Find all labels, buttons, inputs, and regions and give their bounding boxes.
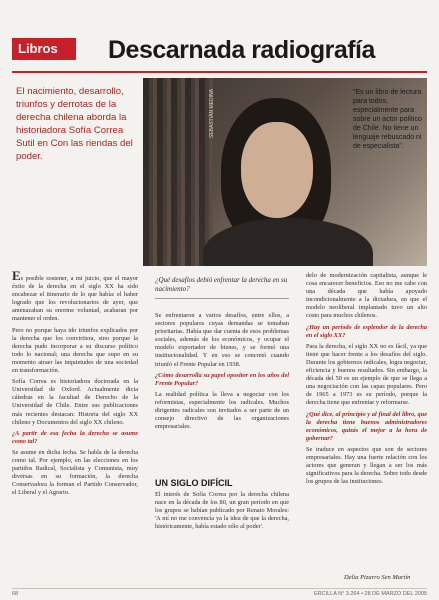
paragraph: El interés de Sofía Correa por la derecha chilena nace en la década de los 80, un gran período en que los grupos se habían publicado por Renato Morales: 'A mí no me convencía ya la idea de que la derecha, históricamente, había estado sólo al poder'. (155, 491, 289, 531)
interview-question: ¿Qué dice, al principio y al final del libro, que la derecha tiene buenos administradores económicos, quizás el mejor a la hora de gobernar? (306, 410, 427, 442)
column-1 (12, 268, 138, 500)
paragraph: delo de modernización capitalista, aunque le cosa encarecer beneficios. Eso no me cabe con una década que había apoyado incondicionalmente a la dictadura, en que el modelo neoliberal implantado tuvo un alto costo para muchos chilenos. (306, 272, 427, 320)
photo-caption: ¿Qué desafíos debió enfrentar la derecha en su nacimiento? (155, 276, 289, 299)
page-number: 68 (12, 591, 19, 597)
column-2 (155, 312, 289, 434)
headline: Descarnada radiografía (108, 36, 375, 64)
paragraph: Se traduce en aspectos que son de sectores empresariales. Hay una fuerte relación con los actores que generan y llegan a ser los más significativos para la derecha. Sobre todo desde los grupos de las instituciones. (306, 445, 427, 486)
issue-info: ERCILLA N° 3.264 • 28 DE MARZO DEL 2005 (313, 591, 427, 597)
author-byline: Delia Pizarro Sen Martín (344, 574, 411, 581)
paragraph: Para la derecha, el siglo XX no es fácil, ya que tiene que hacer frente a los desafíos del siglo. Durante los gobiernos radicales, logra negociar, eficiencia y buenos resultados. Sin embargo, la década del 50 es un ejemplo de que se llega a una negociación con las capas populares. Pero de 1965 a 1973 es su período, porque la derecha tiene que enfrentar y reformarse. (306, 342, 427, 407)
interview-question: ¿Hay un período de esplendor de la derecha en el siglo XX? (306, 323, 427, 339)
interview-question: ¿Cómo desarrolla su papel opositor en los años del Frente Popular? (155, 371, 289, 387)
headline-rule (12, 71, 427, 73)
photo-credit: SEBASTIÁN MEDINA (209, 89, 215, 138)
paragraph: Es posible sostener, a mi juicio, que el mayor éxito de la derecha en el siglo XX ha sido encabezar el itinerario de lo que había: el haber logrado que los revolucionarios de ayer, que amenazaban su enorme voluntad, acabaran por mantener el orden. (12, 268, 138, 323)
deck-intro: El nacimiento, desarrollo, triunfos y derrotas de la derecha chilena aborda la historiadora Sofía Correa Sutil en Con las riendas del poder. (16, 86, 133, 162)
subheading: UN SIGLO DIFÍCIL (155, 478, 233, 488)
interview-question: ¿A partir de esa fecha la derecha se asume como tal? (12, 429, 138, 445)
photo-shoulders (203, 218, 373, 266)
paragraph: Pero no porque haya ido triunfos explicados por la derecha que los convirtiera, sino porque la derecha pudo incorporar a su discurso político todo lo nacional; una derecha que supo en su momento atraer las inquietudes de una sociedad en transformación. (12, 326, 138, 375)
pull-quote: "Es un libro de lectura para todos, especialmente para sobre un actor político de Chile. No tiene un lenguaje rebuscado ni de especialista". (353, 89, 422, 150)
column-3 (306, 272, 427, 489)
page-footer (12, 588, 427, 599)
paragraph: Se asume en dicha fecha. Se habla de la derecha como tal. Por ejemplo, en las elecciones en los partidos Radical, Socialista y Comunista, muy diversas en su formación, la derecha Conservadora la forman el Partido Conservador, el Liberal y el Agrario. (12, 448, 138, 497)
paragraph: Sofía Correa es historiadora doctorada en la Universidad de Oxford. Actualmente dicta cátedras en la facultad de Derecho de la Universidad de Chile. Entre sus publicaciones más recientes destacan: Historia del siglo XX chileno y Documentos del siglo XX chileno. (12, 378, 138, 426)
photo-face (241, 122, 313, 218)
paragraph: La realidad política la lleva a negociar con los reformistas, especialmente los radicales. Muchos dirigentes radicales son invitados a ser parte de un consejo directivo de las organizaciones empresariales. (155, 390, 289, 431)
bookshelf-background (143, 78, 213, 266)
column-2-continued (155, 491, 289, 534)
section-tag: Libros (12, 38, 76, 60)
paragraph: Se enfrentaron a varios desafíos, entre ellos, a sectores populares cuyas demandas se tomaban prioritarias. Había que dar cuenta de esos problemas sociales, además de los económicos, y ocupar el modelo exportador de bienes, y se formó una institucionalidad. Y en eso se concretó cuando triunfó el Frente Popular en 1938. (155, 312, 289, 368)
